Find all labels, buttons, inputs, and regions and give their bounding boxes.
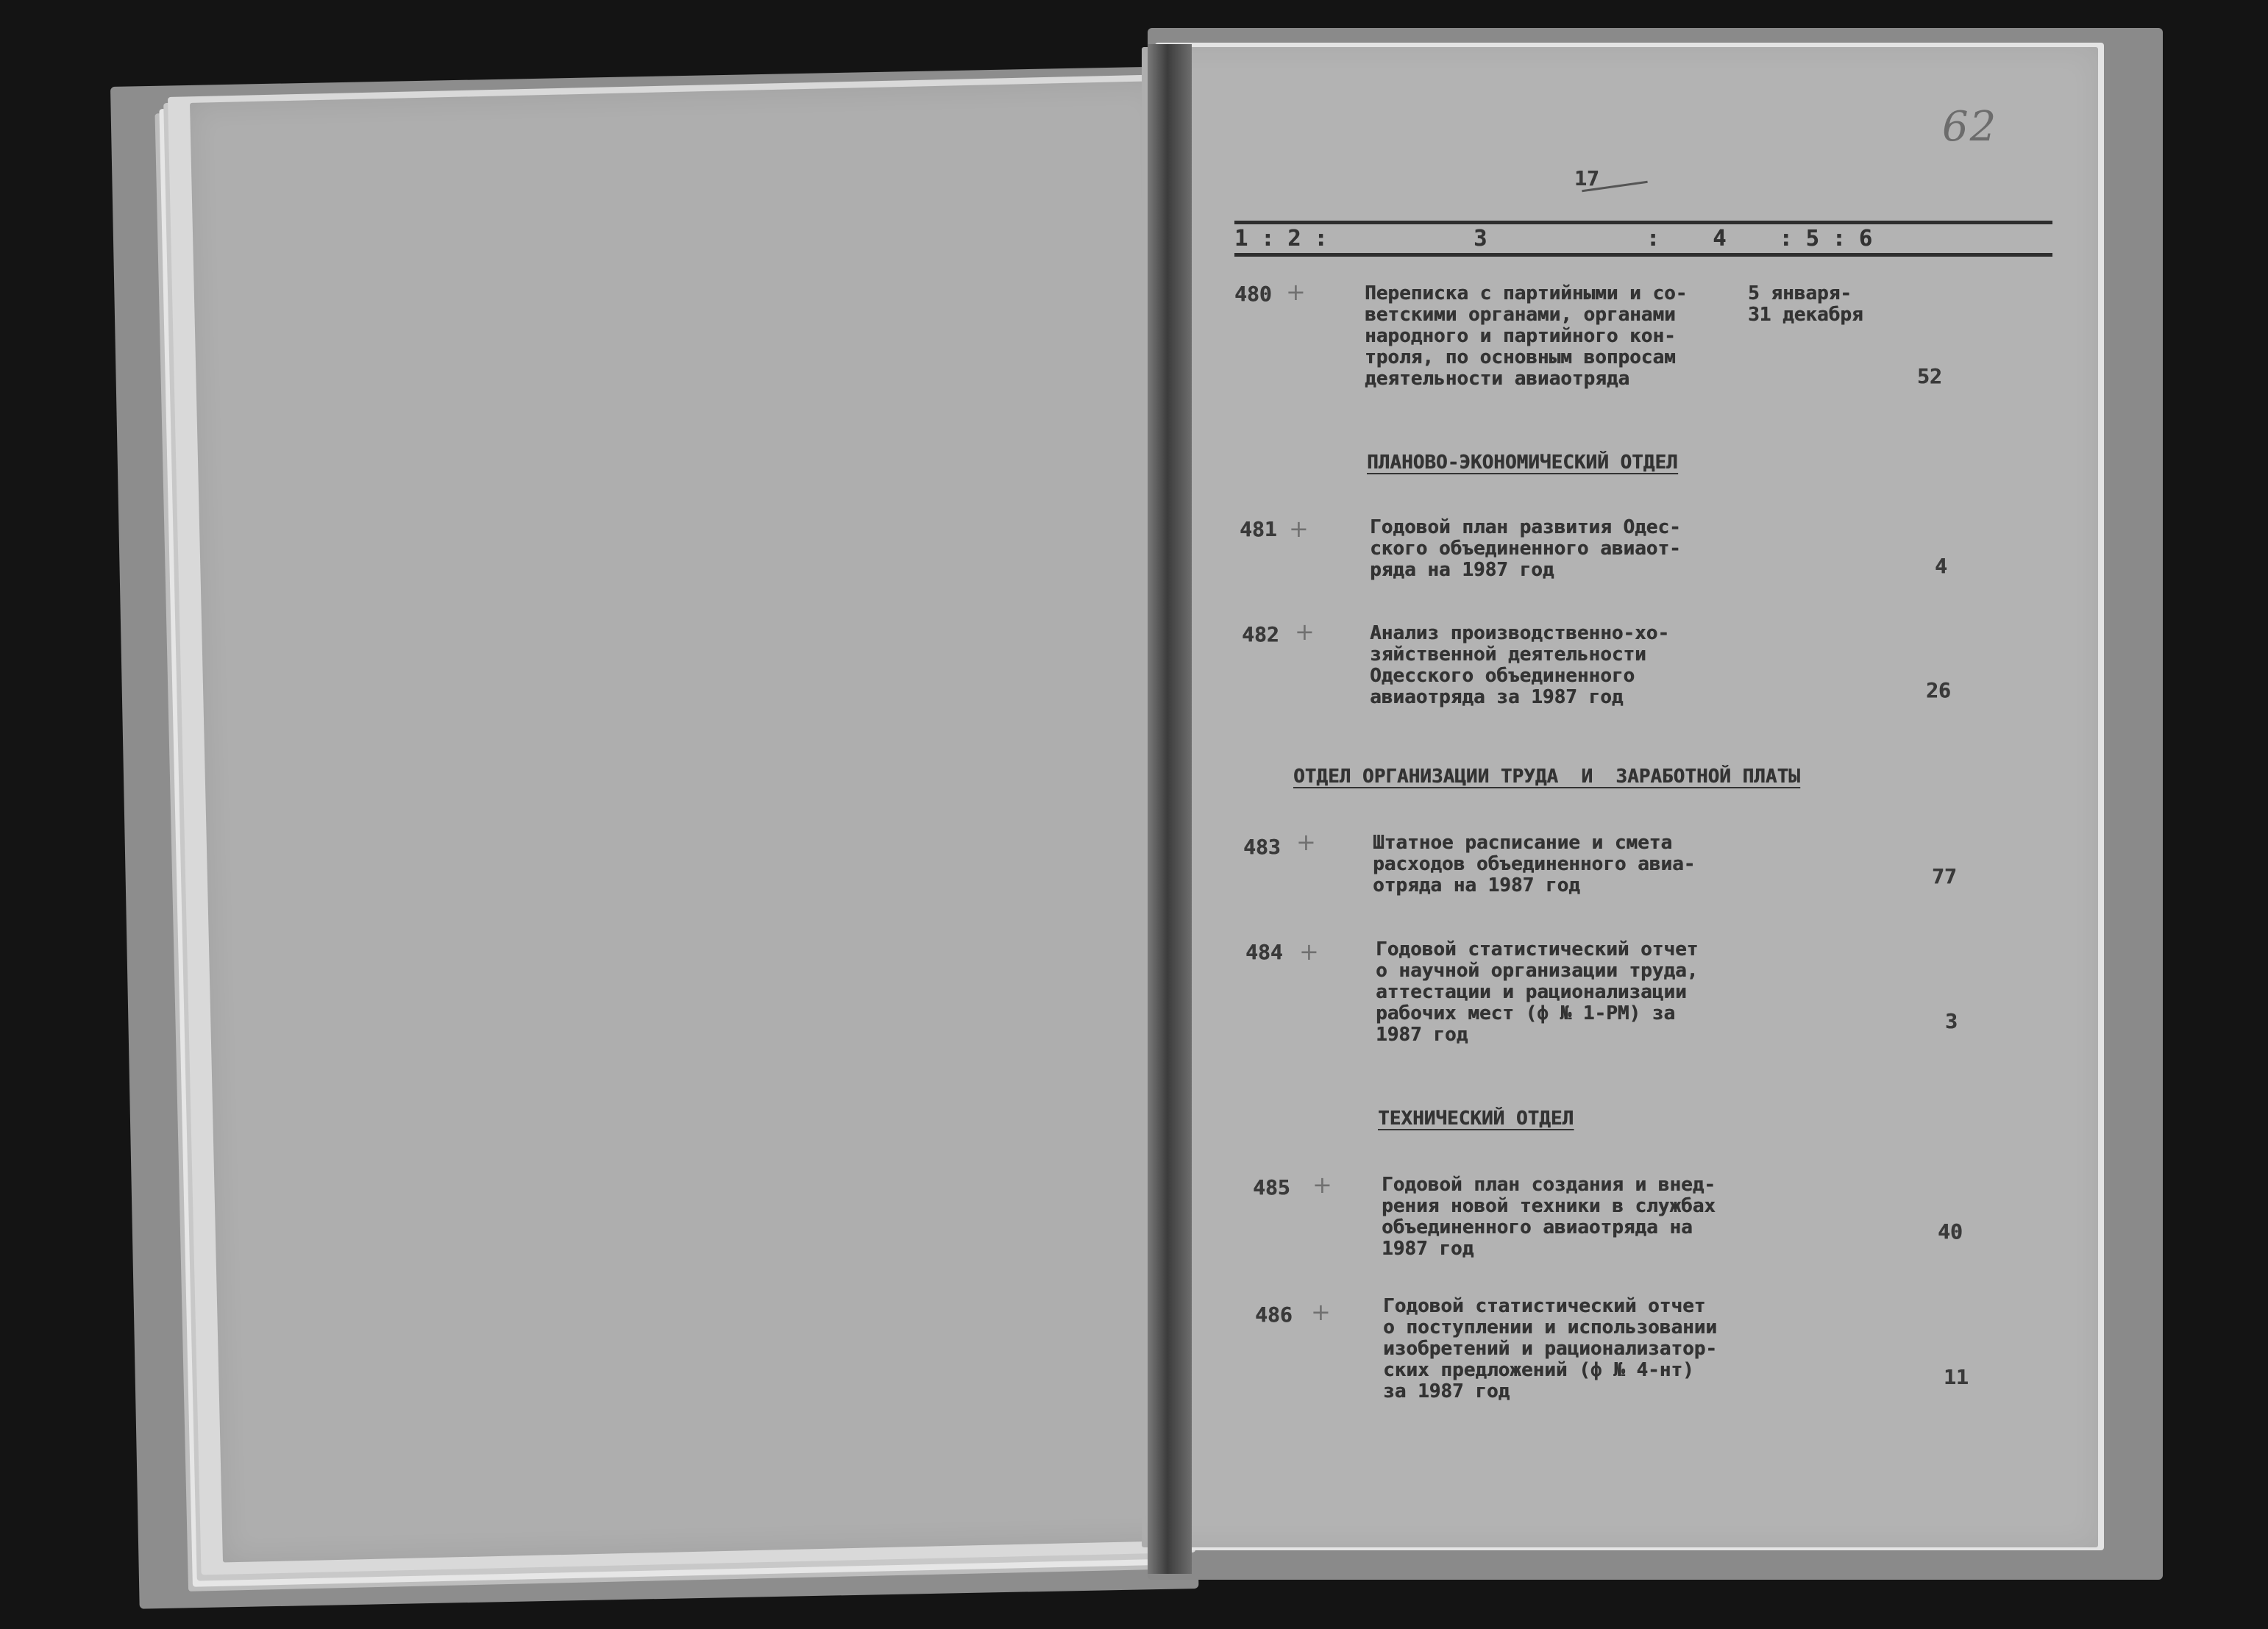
- section-heading: ТЕХНИЧЕСКИЙ ОТДЕЛ: [1378, 1108, 1574, 1130]
- entry-dates: 5 января- 31 декабря: [1748, 282, 1863, 326]
- entry-sheets: 77: [1932, 864, 1957, 888]
- header-top-rule: [1234, 221, 2052, 224]
- check-mark-icon: +: [1289, 515, 1309, 543]
- entry-number: 481: [1240, 517, 1277, 541]
- entry-number: 486: [1255, 1302, 1293, 1327]
- entry-number: 482: [1242, 622, 1279, 646]
- left-page-blank: [190, 81, 1195, 1562]
- check-mark-icon: +: [1312, 1171, 1332, 1199]
- book-gutter: [1148, 44, 1192, 1574]
- handwritten-sheet-number: 62: [1942, 103, 1998, 151]
- entry-title: Годовой статистический отчет о научной организации труда, аттестации и рационализации рабочих мест (ф № 1-РМ) за 1987 год: [1376, 938, 1699, 1046]
- check-mark-icon: +: [1311, 1298, 1331, 1326]
- section-heading: ПЛАНОВО-ЭКОНОМИЧЕСКИЙ ОТДЕЛ: [1367, 452, 1678, 474]
- entry-title: Штатное расписание и смета расходов объединенного авиа- отряда на 1987 год: [1373, 832, 1696, 897]
- entry-title: Годовой план развития Одес- ского объединенного авиаот- ряда на 1987 год: [1370, 516, 1681, 581]
- entry-number: 480: [1234, 282, 1272, 306]
- check-mark-icon: +: [1295, 618, 1315, 646]
- typed-page-number: 17: [1574, 166, 1599, 190]
- check-mark-icon: +: [1296, 828, 1316, 856]
- entry-title: Переписка с партийными и со- ветскими органами, органами народного и партийного кон- троля, по основным вопросам деятельности авиаотряда: [1365, 282, 1688, 390]
- entry-title: Анализ производственно-хо- зяйственной деятельности Одесского объединенного авиаотряда за 1987 год: [1370, 622, 1669, 708]
- entry-title: Годовой статистический отчет о поступлении и использовании изобретений и рационализатор- ских предложений (ф № 4-нт) за 1987 год: [1383, 1295, 1717, 1402]
- entry-sheets: 52: [1917, 364, 1942, 388]
- section-heading: ОТДЕЛ ОРГАНИЗАЦИИ ТРУДА И ЗАРАБОТНОЙ ПЛАТЫ: [1293, 766, 1800, 788]
- entry-number: 483: [1243, 835, 1281, 859]
- header-bottom-rule: [1234, 253, 2052, 257]
- check-mark-icon: +: [1286, 278, 1306, 306]
- entry-number: 485: [1253, 1175, 1290, 1200]
- entry-sheets: 40: [1938, 1219, 1963, 1244]
- entry-title: Годовой план создания и внед- рения новой техники в службах объединенного авиаотряда на 1987 год: [1382, 1174, 1716, 1260]
- entry-sheets: 11: [1944, 1365, 1969, 1389]
- columns-header: 1 : 2 : 3 : 4 : 5 : 6: [1234, 226, 1872, 252]
- entry-sheets: 4: [1935, 554, 1947, 578]
- entry-sheets: 3: [1945, 1009, 1958, 1033]
- entry-sheets: 26: [1926, 678, 1951, 702]
- entry-number: 484: [1245, 940, 1283, 964]
- check-mark-icon: +: [1299, 938, 1319, 966]
